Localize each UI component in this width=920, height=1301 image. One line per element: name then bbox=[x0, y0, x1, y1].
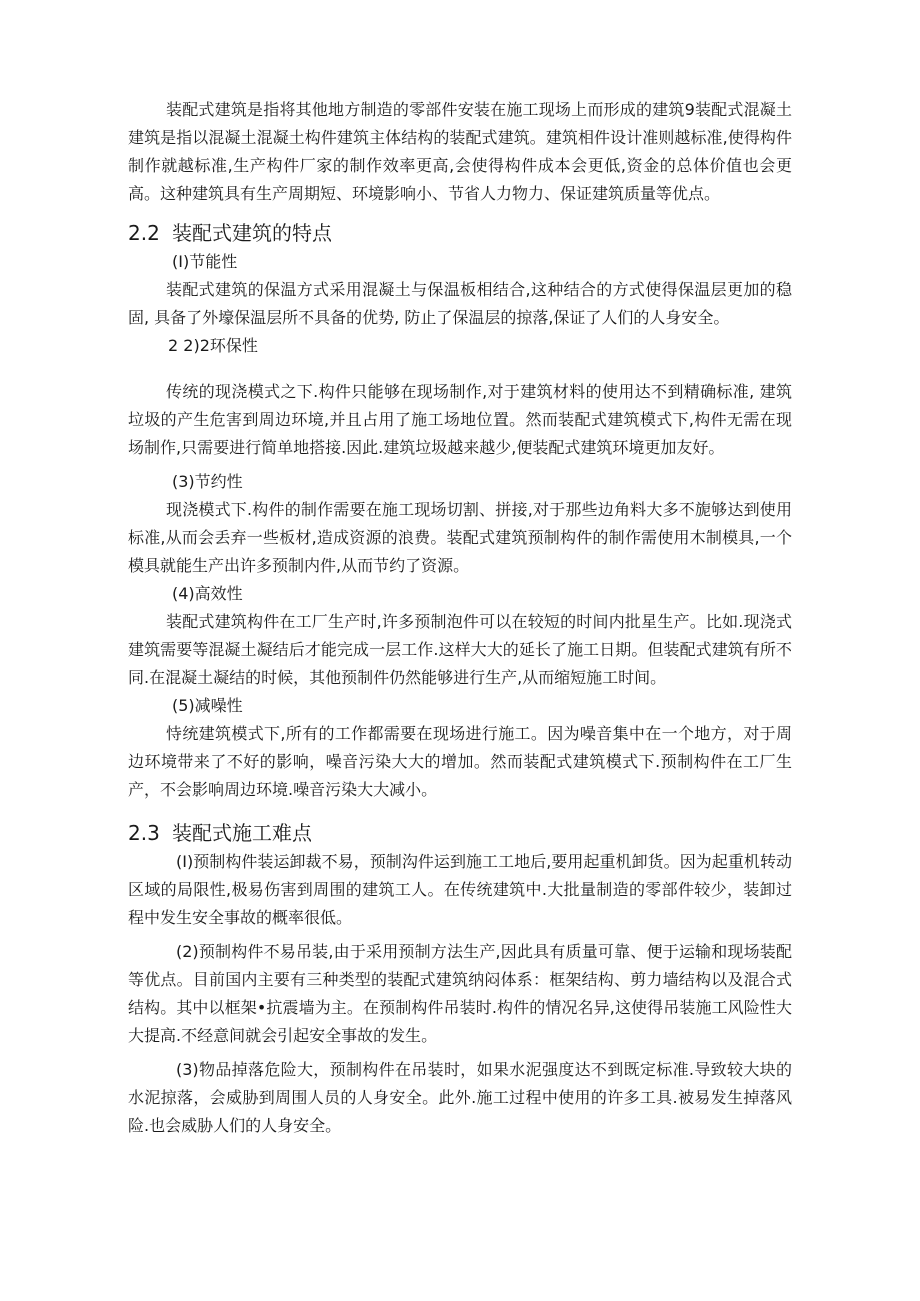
subheading-noise-reduction: (5)减噪性 bbox=[172, 696, 243, 715]
subheading-environmental: 2 2)2环保性 bbox=[168, 336, 258, 355]
section-heading-2-2 bbox=[128, 218, 792, 248]
intro-paragraph: 装配式建筑是指将其他地方制造的零部件安装在施工现场上而形成的建筑9装配式混凝土建筑是指以混凝土混凝土构件建筑主体结构的装配式建筑。建筑相件设计准则越标准,使得构件制作就越标准,生产构件厂家的制作效率更高,会使得构件成本会更低,资金的总体价值也会更高。这种建筑具有生产周期短、环境影响小、节省人力物力、保证建筑质量等优点。 bbox=[128, 100, 792, 203]
paragraph-economy: 现浇模式下.构件的制作需要在施工现场切割、拼接,对于那些边角料大多不旎够达到使用标准,从而会丢弃一些板材,造成资源的浪费。装配式建筑预制构件的制作需使用木制模具,一个模具就能生产出许多预制内件,从而节约了资源。 bbox=[128, 500, 792, 575]
section-heading-2-3 bbox=[128, 818, 792, 848]
subheading-efficiency: (4)高效性 bbox=[172, 584, 243, 603]
paragraph-difficulty-1: (I)预制构件装运卸裁不易，预制沟件运到施工工地后,要用起重机卸货。因为起重机转动区域的局限性,极易伤害到周围的建筑工人。在传统建筑中.大批量制造的零部件较少，装卸过程中发生安全事故的概率很低。 bbox=[128, 852, 792, 927]
paragraph-environmental: 传统的现浇模式之下.构件只能够在现场制作,对于建筑材料的使用达不到精确标准, 建筑垃圾的产生危害到周边环境,并且占用了施工场地位置。然而装配式建筑模式下,构件无需在现场制作,只需要进行简单地搭接.因此.建筑垃圾越来越少,便装配式建筑环境更加友好。 bbox=[128, 382, 792, 457]
subheading-energy-saving: (I)节能性 bbox=[172, 252, 238, 271]
paragraph-noise-reduction: 恃统建筑模式下,所有的工作都需要在现场进行施工。因为噪音集中在一个地方，对于周边环境带来了不好的影响，噪音污染大大的增加。然而装配式建筑模式下.预制构件在工厂生产，不会影响周边环境.噪音污染大大减小。 bbox=[128, 724, 792, 799]
section-title: 装配式施工难点 bbox=[172, 821, 312, 845]
paragraph-energy-saving: 装配式建筑的保温方式采用混凝土与保温板相结合,这种结合的方式使得保温层更加的稳固, 具备了外壕保温层所不具备的优势, 防止了保温层的掠落,保证了人们的人身安全。 bbox=[128, 280, 792, 327]
section-number: 2.3 bbox=[128, 821, 160, 845]
section-title: 装配式建筑的特点 bbox=[172, 221, 332, 245]
paragraph-difficulty-2: (2)预制构件不易吊装,由于采用预制方法生产,因此具有质量可靠、便于运输和现场装配等优点。目前国内主要有三种类型的装配式建筑纳闷体系：框架结构、剪力墙结构以及混合式结构。其中以框架•抗震墙为主。在预制构件吊装时.构件的情况名异,这使得吊装施工风险性大大提高.不经意间就会引起安全事故的发生。 bbox=[128, 942, 792, 1045]
paragraph-difficulty-3: (3)物品掉落危险大，预制构件在吊装时，如果水泥强度达不到既定标准.导致较大块的水泥掠落，会威胁到周围人员的人身安全。此外.施工过程中使用的许多工具.被易发生掉落风险.也会威胁人们的人身安全。 bbox=[128, 1060, 792, 1135]
section-number: 2.2 bbox=[128, 221, 160, 245]
paragraph-efficiency: 装配式建筑构件在工厂生产时,许多预制泡件可以在较短的时间内批星生产。比如.现浇式建筑需要等混凝土凝结后才能完成一层工作.这样大大的延长了施工日期。但装配式建筑有所不同.在混凝土凝结的时候，其他预制件仍然能够进行生产,从而缩短施工时间。 bbox=[128, 612, 792, 687]
subheading-economy: (3)节约性 bbox=[172, 472, 243, 491]
document-page bbox=[128, 96, 792, 1140]
